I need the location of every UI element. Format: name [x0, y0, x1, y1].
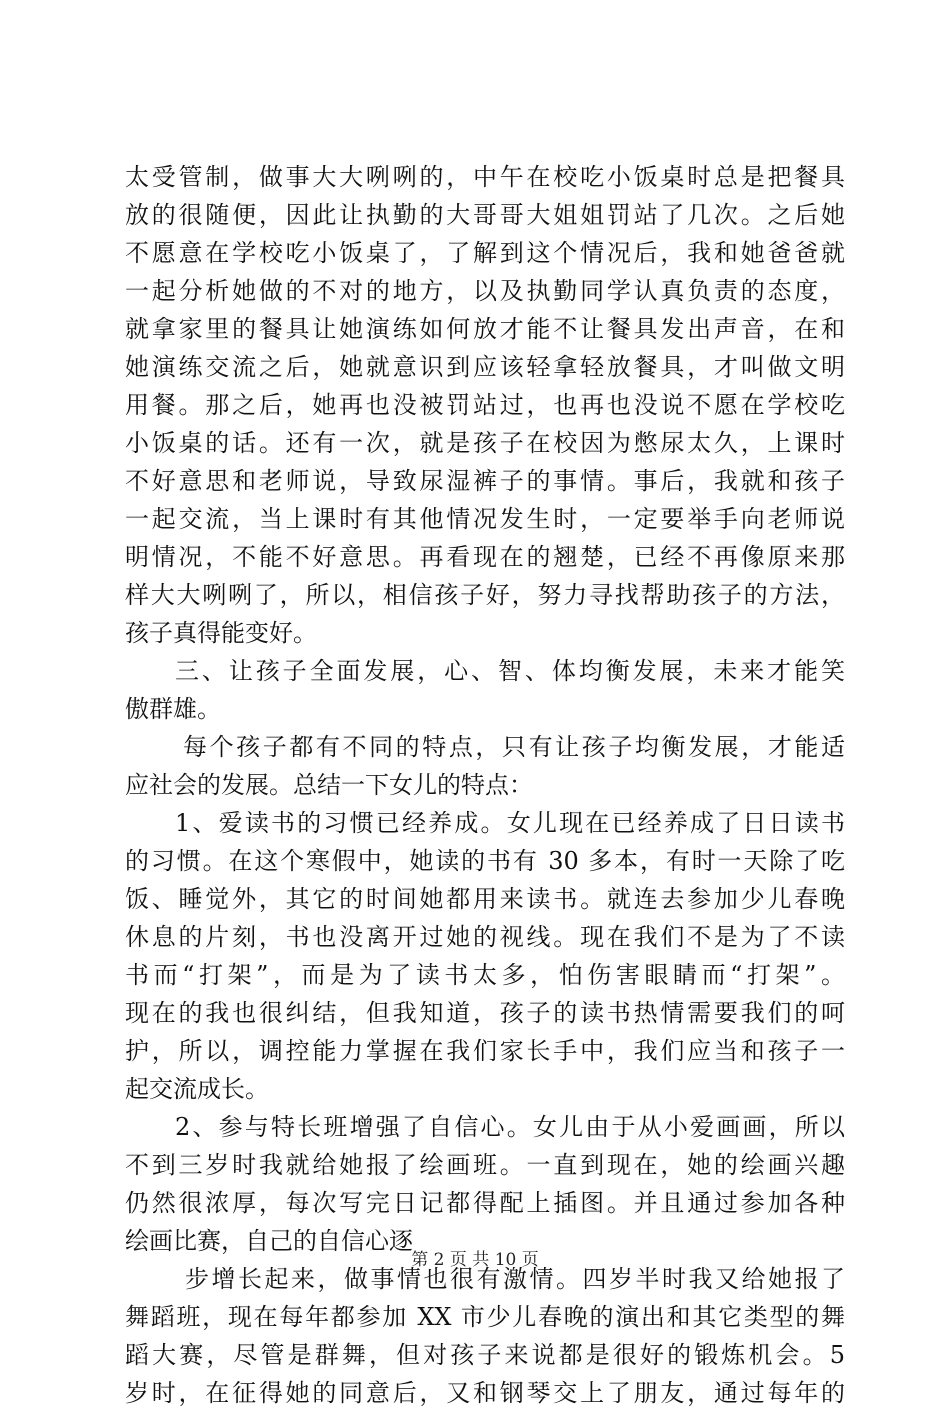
text-line: 就拿家里的餐具让她演练如何放才能不让餐具发出声音，在和 [125, 315, 845, 343]
page-number-footer: 第 2 页 共 10 页 [411, 1250, 539, 1270]
text-line: 的习惯。在这个寒假中，她读的书有 30 多本，有时一天除了吃 [125, 847, 845, 875]
text-line: 一起分析她做的不对的地方，以及执勤同学认真负责的态度， [125, 277, 845, 305]
text-line: 用餐。那之后，她再也没被罚站过，也再也没说不愿在学校吃 [125, 391, 845, 419]
text-line: 样大大咧咧了，所以，相信孩子好，努力寻找帮助孩子的方法， [125, 581, 845, 609]
text-line: 书而“打架”，而是为了读书太多，怕伤害眼睛而“打架”。 [125, 961, 845, 989]
text-line: 舞蹈班，现在每年都参加 XX 市少儿春晚的演出和其它类型的舞 [125, 1303, 845, 1331]
text-line: 明情况，不能不好意思。再看现在的翘楚，已经不再像原来那 [125, 543, 845, 571]
document-body [125, 158, 845, 1412]
text-line: 休息的片刻，书也没离开过她的视线。现在我们不是为了不读 [125, 923, 845, 951]
list-item-line: 1、爱读书的习惯已经养成。女儿现在已经养成了日日读书 [175, 809, 845, 837]
text-line: 放的很随便，因此让执勤的大哥哥大姐姐罚站了几次。之后她 [125, 201, 845, 229]
text-line: 不愿意在学校吃小饭桌了，了解到这个情况后，我和她爸爸就 [125, 239, 845, 267]
text-line: 太受管制，做事大大咧咧的，中午在校吃小饭桌时总是把餐具 [125, 163, 845, 191]
text-line: 小饭桌的话。还有一次，就是孩子在校因为憋尿太久，上课时 [125, 429, 845, 457]
text-line: 饭、睡觉外，其它的时间她都用来读书。就连去参加少儿春晚 [125, 885, 845, 913]
text-line: 步增长起来，做事情也很有激情。四岁半时我又给她报了 [185, 1265, 845, 1293]
section-heading-line: 三、让孩子全面发展，心、智、体均衡发展，未来才能笑 [175, 657, 845, 685]
text-line: 孩子真得能变好。 [125, 619, 317, 647]
text-line: 护，所以，调控能力掌握在我们家长手中，我们应当和孩子一 [125, 1037, 845, 1065]
text-line: 一起交流，当上课时有其他情况发生时，一定要举手向老师说 [125, 505, 845, 533]
text-line: 绘画比赛，自己的自信心逐 [125, 1227, 413, 1255]
text-line: 应社会的发展。总结一下女儿的特点： [125, 771, 533, 799]
text-line: 仍然很浓厚，每次写完日记都得配上插图。并且通过参加各种 [125, 1189, 845, 1217]
list-item-line: 2、参与特长班增强了自信心。女儿由于从小爱画画，所以 [175, 1113, 845, 1141]
text-line: 她演练交流之后，她就意识到应该轻拿轻放餐具，才叫做文明 [125, 353, 845, 381]
text-line: 现在的我也很纠结，但我知道，孩子的读书热情需要我们的呵 [125, 999, 845, 1027]
text-line: 不到三岁时我就给她报了绘画班。一直到现在，她的绘画兴趣 [125, 1151, 845, 1179]
text-line: 每个孩子都有不同的特点，只有让孩子均衡发展，才能适 [183, 733, 845, 761]
section-heading-line: 傲群雄。 [125, 695, 221, 723]
text-line: 蹈大赛，尽管是群舞，但对孩子来说都是很好的锻炼机会。5 [125, 1341, 845, 1369]
text-line: 不好意思和老师说，导致尿湿裤子的事情。事后，我就和孩子 [125, 467, 845, 495]
text-line: 起交流成长。 [125, 1075, 269, 1103]
text-line: 岁时，在征得她的同意后，又和钢琴交上了朋友，通过每年的 [125, 1379, 845, 1407]
